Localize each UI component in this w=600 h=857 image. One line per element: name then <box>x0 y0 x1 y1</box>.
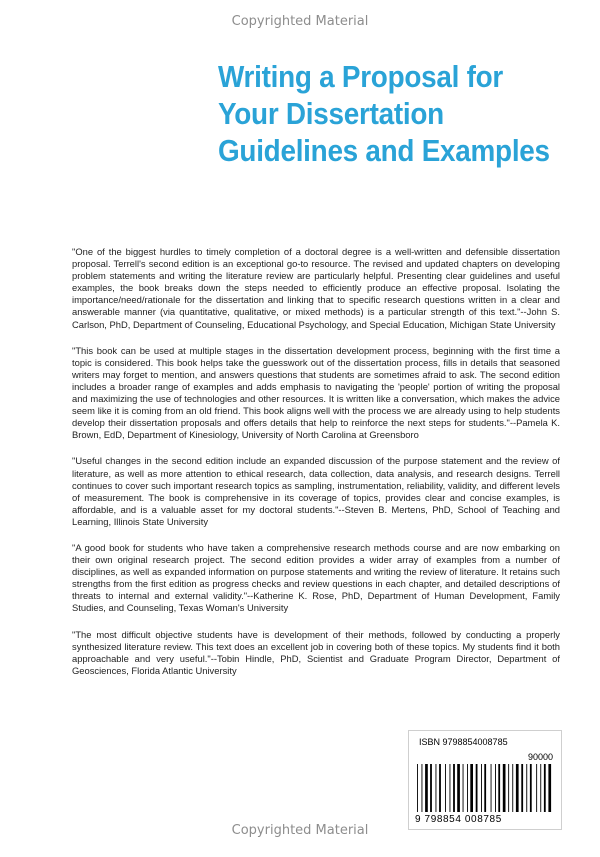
title-line-3: Guidelines and Examples <box>218 133 550 168</box>
title-line-2: Your Dissertation <box>218 96 444 131</box>
endorsement-rose: "A good book for students who have taken a comprehensive research methods course and are now embarking on their own original research project. The second edition provides a wider array of examples from a number of disciplines, as well as expanded information on purpose statements and writing the review of literature. It retains such strengths from the first edition as progress checks and review questions in each chapter, and detailed descriptions of threats to internal and external validity."--Katherine K. Rose, PhD, Department of Human Development, Family Studies, and Counseling, Texas Woman's University <box>72 541 560 614</box>
copyright-watermark-top: Copyrighted Material <box>231 14 369 29</box>
endorsement-mertens: "Useful changes in the second edition include an expanded discussion of the purpose statement and the review of literature, as well as more attention to ethical research, data collection, data analysis, and research designs. Terrell continues to cover such important research topics as sampling, instrumentation, reliability, validity, and different levels of measurement. The book is comprehensive in its coverage of topics, provides clear and concise examples, is affordable, and is a valuable asset for my doctoral students."--Steven B. Mertens, PhD, School of Teaching and Learning, Illinois State University <box>72 455 560 527</box>
copyright-watermark-bottom: Copyrighted Material <box>231 823 369 838</box>
isbn-label: ISBN 9798854008785 <box>419 737 508 747</box>
endorsement-brown: "This book can be used at multiple stages in the dissertation development process, beginning with the first time a topic is considered. This book helps take the guesswork out of the dissertation process, fills in details that seasoned writers may forget to mention, and answers questions that students are sometimes afraid to ask. The second edition includes a broader range of examples and adds emphasis to navigating the 'people' portion of writing the proposal and maximizing the use of technologies and other resources. It is written like a conversation, which makes the advice seem like it is coming from an old friend. This book aligns well with the process we are already using to help students develop their dissertation proposals and offers details that help to reinforce the next steps for students."--Pamela K. Brown, EdD, Department of Kinesiology, University of North Carolina at Greensboro <box>72 344 560 441</box>
endorsement-hindle: "The most difficult objective students have is development of their methods, followed by conducting a properly synthesized literature review. This text does an excellent job in covering both of these topics. My students find it both approachable and very useful."--Tobin Hindle, PhD, Scientist and Graduate Program Director, Department of Geosciences, Florida Atlantic University <box>72 628 560 676</box>
endorsement-carlson: "One of the biggest hurdles to timely completion of a doctoral degree is a well-written and defensible dissertation proposal. Terrell's second edition is an exceptional go-to resource. The revised and updated chapters on developing problem statements and writing the literature review are particularly helpful. Presenting clear guidelines and useful examples, the book breaks down the steps needed to efficiently produce an effective proposal. Isolating the importance/need/rationale for the dissertation and linking that to specific research questions written in a clear and answerable manner (via quantitative, qualitative, or mixed methods) is a particular strength of this text."--John S. Carlson, PhD, Department of Counseling, Educational Psychology, and Special Education, Michigan State University <box>72 246 560 330</box>
title-line-1: Writing a Proposal for <box>218 59 503 94</box>
price-code: 90000 <box>527 752 553 762</box>
isbn-barcode <box>408 730 562 830</box>
endorsements <box>72 246 560 691</box>
barcode-digits: 9 798854 008785 <box>415 814 502 825</box>
book-title <box>218 58 551 169</box>
barcode-bars <box>417 764 553 812</box>
